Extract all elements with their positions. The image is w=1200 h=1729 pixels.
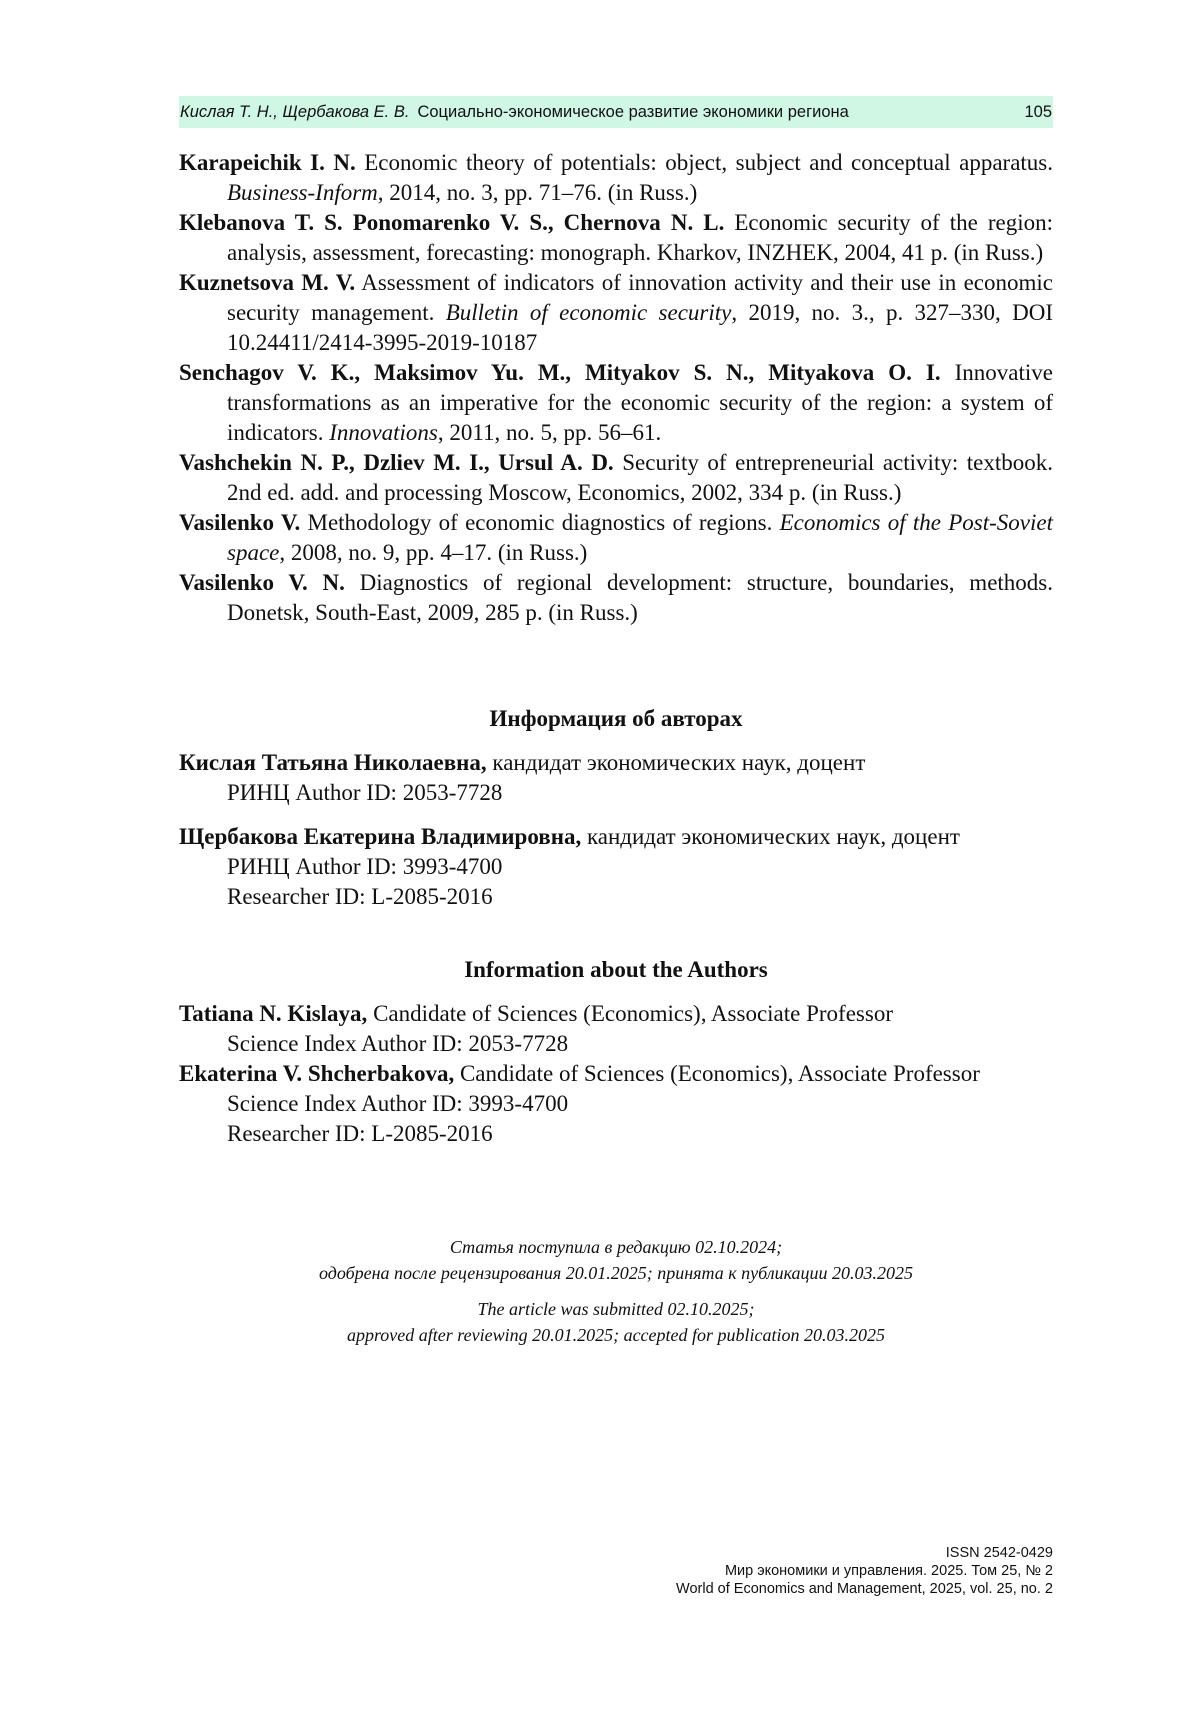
author-info-en	[179, 999, 1053, 1149]
author-line	[179, 822, 1053, 852]
journal-footer	[676, 1544, 1053, 1598]
reference-authors: Kuznetsova M. V.	[179, 270, 356, 295]
reference-authors: Karapeichik I. N.	[179, 150, 356, 175]
reference-item	[179, 208, 1053, 268]
reference-item	[179, 508, 1053, 568]
author-name: Tatiana N. Kislaya,	[179, 1001, 368, 1026]
header-title: Социально-экономическое развитие экономики региона	[417, 102, 849, 121]
reference-item	[179, 358, 1053, 448]
reference-journal: Bulletin of economic security	[445, 300, 732, 325]
reference-text: Innovative transformations as an imperative for the economic security of the region: a system of indicators.	[227, 360, 1053, 445]
author-info-ru-2	[179, 822, 1053, 912]
reference-details: , 2019, no. 3., p. 327–330, DOI 10.24411/2414-3995-2019-10187	[227, 300, 1053, 355]
author-id: Researcher ID: L-2085-2016	[227, 884, 493, 909]
reference-text: Economic security of the region: analysis, assessment, forecasting: monograph. Kharkov, INZHEK, 2004, 41 p. (in Russ.)	[227, 210, 1053, 265]
author-line	[179, 1059, 1053, 1089]
running-header	[179, 96, 1053, 128]
submission-note-en	[179, 1296, 1053, 1348]
author-info-ru-1	[179, 748, 1053, 808]
author-id: Science Index Author ID: 2053-7728	[227, 1031, 569, 1056]
reference-details: , 2008, no. 9, pp. 4–17. (in Russ.)	[279, 540, 588, 565]
reference-authors: Senchagov V. K., Maksimov Yu. M., Mityakov S. N., Mityakova O. I.	[179, 360, 941, 385]
author-id: Researcher ID: L-2085-2016	[227, 1121, 493, 1146]
journal-citation-en: World of Economics and Management, 2025, vol. 25, no. 2	[676, 1581, 1053, 1597]
author-id: Science Index Author ID: 3993-4700	[227, 1091, 569, 1116]
author-role: кандидат экономических наук, доцент	[581, 824, 960, 849]
page-number: 105	[1024, 102, 1052, 121]
reference-text: Assessment of indicators of innovation activity and their use in economic security management.	[227, 270, 1053, 325]
submission-note-line: approved after reviewing 20.01.2025; accepted for publication 20.03.2025	[346, 1325, 886, 1345]
reference-authors: Vashchekin N. P., Dzliev M. I., Ursul A. D.	[179, 450, 614, 475]
reference-item	[179, 448, 1053, 508]
authors-ru-heading: Информация об авторах	[489, 706, 743, 731]
author-id: РИНЦ Author ID: 2053-7728	[227, 780, 503, 805]
submission-note-line: The article was submitted 02.10.2025;	[477, 1299, 755, 1319]
author-id: РИНЦ Author ID: 3993-4700	[227, 854, 503, 879]
authors-en-heading: Information about the Authors	[464, 957, 768, 982]
reference-item	[179, 148, 1053, 208]
issn: ISSN 2542-0429	[945, 1545, 1053, 1561]
author-line	[179, 748, 1053, 778]
reference-authors: Klebanova T. S. Ponomarenko V. S., Chernova N. L.	[179, 210, 725, 235]
reference-journal: Innovations	[329, 420, 438, 445]
author-name: Кислая Татьяна Николаевна,	[179, 750, 487, 775]
reference-item	[179, 268, 1053, 358]
submission-note-ru	[179, 1234, 1053, 1286]
author-name: Ekaterina V. Shcherbakova,	[179, 1061, 455, 1086]
reference-authors: Vasilenko V.	[179, 510, 301, 535]
header-authors: Кислая Т. Н., Щербакова Е. В.	[180, 102, 410, 121]
submission-note-line: одобрена после рецензирования 20.01.2025; принята к публикации 20.03.2025	[318, 1263, 914, 1283]
reference-text: Diagnostics of regional development: structure, boundaries, methods. Donetsk, South-East, 2009, 285 p. (in Russ.)	[227, 570, 1053, 625]
author-line	[179, 999, 1053, 1029]
author-role: Candidate of Sciences (Economics), Associate Professor	[367, 1001, 893, 1026]
submission-note-line: Статья поступила в редакцию 02.10.2024;	[449, 1237, 783, 1257]
reference-text: Methodology of economic diagnostics of regions.	[300, 510, 780, 535]
reference-journal: Business-Inform	[227, 180, 378, 205]
reference-authors: Vasilenko V. N.	[179, 570, 345, 595]
reference-list	[179, 148, 1053, 628]
author-role: Candidate of Sciences (Economics), Associate Professor	[454, 1061, 980, 1086]
journal-citation-ru: Мир экономики и управления. 2025. Том 25, № 2	[724, 1563, 1053, 1579]
reference-journal: Economics of the Post-Soviet space	[227, 510, 1053, 565]
author-role: кандидат экономических наук, доцент	[486, 750, 866, 775]
author-name: Щербакова Екатерина Владимировна,	[179, 824, 582, 849]
reference-item	[179, 568, 1053, 628]
reference-text: Security of entrepreneurial activity: textbook. 2nd ed. add. and processing Moscow, Economics, 2002, 334 p. (in Russ.)	[227, 450, 1054, 505]
running-header-left	[180, 103, 849, 122]
reference-details: , 2014, no. 3, pp. 71–76. (in Russ.)	[377, 180, 698, 205]
reference-details: , 2011, no. 5, pp. 56–61.	[437, 420, 662, 445]
reference-text: Economic theory of potentials: object, subject and conceptual apparatus.	[355, 150, 1053, 175]
